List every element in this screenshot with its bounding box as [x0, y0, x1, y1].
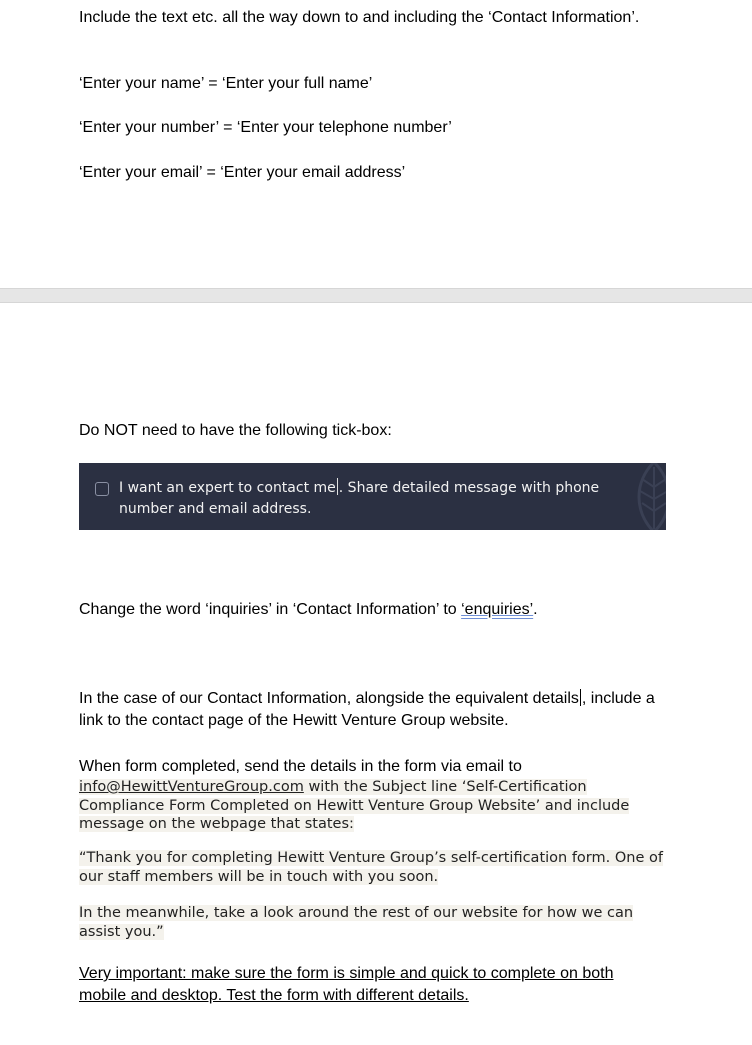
thank-you-message: “Thank you for completing Hewitt Venture Group’s self-certification form. One of our staff members will be in touch with you soon.: [79, 850, 663, 885]
text-cursor: [337, 478, 338, 495]
tickbox-label: [119, 478, 639, 520]
change-word-before: Change the word ‘inquiries’ in ‘Contact Information’ to: [79, 601, 462, 618]
instruction-email-field: ‘Enter your email’ = ‘Enter your email address’: [79, 164, 406, 181]
leaf-watermark-icon: [624, 463, 666, 530]
checkbox-icon: [95, 482, 109, 496]
enquiries-word: ‘enquiries’: [461, 601, 534, 618]
instruction-include-text: Include the text etc. all the way down to and including the ‘Contact Information’.: [79, 9, 640, 26]
contact-info-instruction: [79, 688, 669, 732]
important-note: Very important: make sure the form is simple and quick to complete on both mobile and desktop. Test the form with different details.: [79, 965, 614, 1004]
text-cursor: [580, 689, 581, 706]
email-link[interactable]: info@HewittVentureGroup.com: [79, 779, 304, 795]
tickbox-label-part-1: I want an expert to contact me: [119, 480, 336, 496]
instruction-name-field: ‘Enter your name’ = ‘Enter your full name’: [79, 75, 373, 92]
email-instruction-intro: When form completed, send the details in the form via email to: [79, 758, 522, 775]
contact-info-after: , include a link to the contact page of the Hewitt Venture Group website.: [79, 690, 655, 729]
document-page-1: [0, 0, 752, 288]
email-instruction: [79, 756, 669, 834]
change-word-after: .: [533, 601, 538, 618]
meanwhile-message: In the meanwhile, take a look around the rest of our website for how we can assist you.”: [79, 905, 634, 940]
contact-info-before: In the case of our Contact Information, alongside the equivalent details: [79, 690, 579, 707]
tickbox-intro: Do NOT need to have the following tick-box:: [79, 422, 392, 439]
email-subject-text: with the Subject line ‘Self-Certification Compliance Form Completed on Hewitt Venture Group Website’ and include message on the webpage that states:: [79, 779, 630, 832]
tickbox-label-part-2: . Share detailed message with phone number and email address.: [119, 480, 600, 517]
email-instruction-detail: [79, 778, 639, 834]
change-word-instruction: [79, 599, 679, 621]
tickbox-screenshot: [79, 463, 666, 530]
instruction-number-field: ‘Enter your number’ = ‘Enter your telephone number’: [79, 119, 452, 136]
page-separator: [0, 288, 752, 303]
